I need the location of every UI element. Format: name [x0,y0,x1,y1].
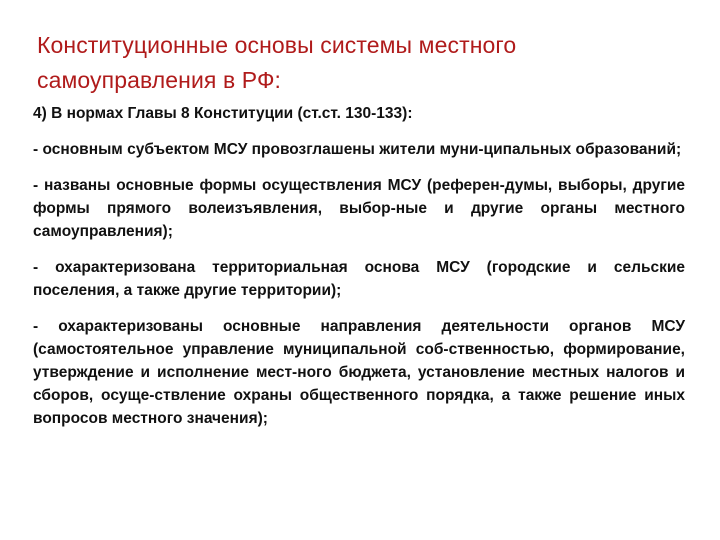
list-item-residents: - основным субъектом МСУ провозглашены жители муни-ципальных образований; [33,141,682,158]
slide-body [33,102,685,443]
list-item-forms: - названы основные формы осуществления МСУ (референ-думы, выборы, другие формы прямого волеизъявления, выбор-ные и другие органы местного самоуправления); [33,177,685,240]
section-heading: 4) В нормах Главы 8 Конституции (ст.ст. 130-133): [33,105,413,122]
slide-title: Конституционные основы системы местного самоуправления в РФ: [37,32,517,93]
list-item-territory: - охарактеризована территориальная основа МСУ (городские и сельские поселения, а также другие территории); [33,259,685,299]
list-item-activities: - охарактеризованы основные направления деятельности органов МСУ (самостоятельное управление муниципальной соб-ственностью, формирование, утверждение и исполнение мест-ного бюджета, установление местных налогов и сборов, осуще-ствление охраны общественного порядка, а также решение иных вопросов местного значения); [33,318,685,427]
